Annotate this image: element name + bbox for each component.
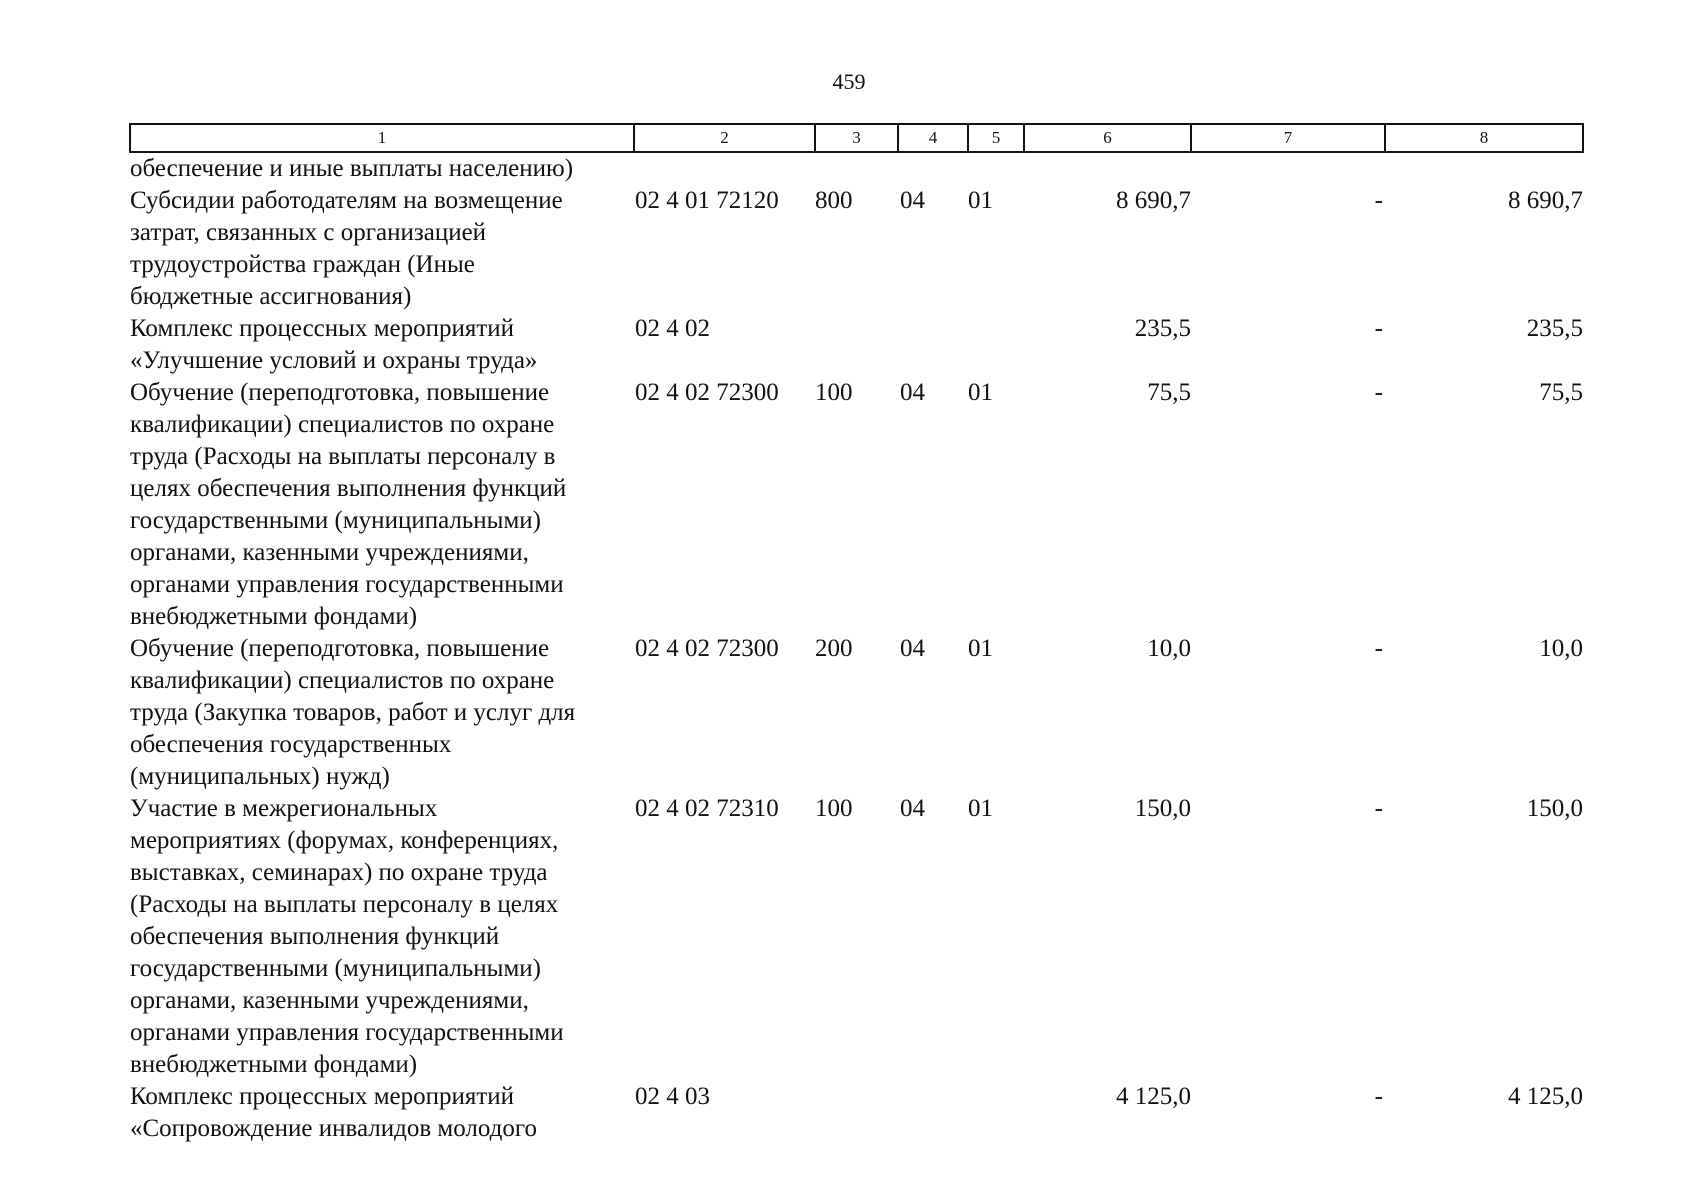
cell-c7: - [1374, 315, 1383, 342]
description-line: целях обеспечения выполнения функций [130, 475, 567, 502]
cell-c7: - [1374, 635, 1383, 662]
row-description [130, 313, 634, 377]
description-line: (муниципальных) нужд) [130, 763, 390, 790]
cell-c5: 01 [968, 635, 993, 662]
cell-c8: 235,5 [1526, 315, 1583, 342]
cell-c6: 8 690,7 [1116, 187, 1191, 214]
description-line: квалификации) специалистов по охране [130, 667, 555, 694]
column-header-7: 7 [1191, 124, 1385, 152]
description-line: «Улучшение условий и охраны труда» [130, 347, 538, 374]
cell-c8 [1385, 152, 1583, 185]
cell-c4: 04 [900, 795, 925, 822]
column-header-1: 1 [130, 124, 634, 152]
description-line: органами, казенными учреждениями, [130, 987, 529, 1014]
cell-c7: - [1374, 795, 1383, 822]
cell-c4: 04 [900, 187, 925, 214]
column-header-2: 2 [634, 124, 815, 152]
cell-c5: 01 [968, 795, 993, 822]
description-line: внебюджетными фондами) [130, 603, 418, 630]
table-row [130, 1081, 1583, 1145]
description-line: государственными (муниципальными) [130, 955, 541, 982]
cell-c6: 235,5 [1134, 315, 1191, 342]
budget-table [129, 123, 1584, 1145]
cell-code [634, 152, 815, 185]
cell-c6: 75,5 [1147, 379, 1191, 406]
cell-c6: 10,0 [1147, 635, 1191, 662]
cell-c5 [968, 152, 1024, 185]
row-description [130, 1081, 634, 1145]
table-row [130, 793, 1583, 1081]
description-line: Обучение (переподготовка, повышение [130, 379, 550, 406]
cell-c8: 8 690,7 [1508, 187, 1583, 214]
row-description [130, 633, 634, 793]
description-line: обеспечения выполнения функций [130, 923, 500, 950]
cell-c3: 100 [815, 795, 853, 822]
column-header-8: 8 [1385, 124, 1583, 152]
column-header-3: 3 [815, 124, 898, 152]
cell-c3: 800 [815, 187, 853, 214]
table-row [130, 313, 1583, 377]
description-line: мероприятиях (форумах, конференциях, [130, 827, 559, 854]
description-line: бюджетные ассигнования) [130, 283, 412, 310]
description-line: квалификации) специалистов по охране [130, 411, 555, 438]
cell-code: 02 4 02 [635, 315, 710, 342]
row-description [130, 377, 634, 633]
cell-c6: 150,0 [1134, 795, 1191, 822]
cell-c5 [968, 313, 1024, 377]
cell-c5 [968, 1081, 1024, 1145]
cell-code: 02 4 01 72120 [635, 187, 779, 214]
description-line: труда (Закупка товаров, работ и услуг для [130, 699, 576, 726]
column-header-5: 5 [968, 124, 1024, 152]
cell-c3 [815, 152, 898, 185]
description-line: органами, казенными учреждениями, [130, 539, 529, 566]
cell-c7: - [1374, 1083, 1383, 1110]
cell-c4 [898, 1081, 968, 1145]
description-line: «Сопровождение инвалидов молодого [130, 1115, 538, 1142]
row-description [130, 185, 634, 313]
table-row [130, 185, 1583, 313]
cell-c5: 01 [968, 379, 993, 406]
row-description [130, 793, 634, 1081]
cell-c3: 200 [815, 635, 853, 662]
cell-c3 [815, 313, 898, 377]
description-line: (Расходы на выплаты персоналу в целях [130, 891, 559, 918]
description-line: внебюджетными фондами) [130, 1051, 418, 1078]
description-line: Участие в межрегиональных [130, 795, 438, 822]
cell-c8: 4 125,0 [1508, 1083, 1583, 1110]
description-line: трудоустройства граждан (Иные [130, 251, 475, 278]
cell-c7 [1191, 152, 1385, 185]
cell-c3: 100 [815, 379, 853, 406]
description-line: Комплекс процессных мероприятий [130, 315, 515, 342]
description-line: Субсидии работодателям на возмещение [130, 187, 563, 214]
column-header-4: 4 [898, 124, 968, 152]
cell-c4 [898, 152, 968, 185]
cell-code: 02 4 02 72300 [635, 379, 779, 406]
cell-c4: 04 [900, 379, 925, 406]
cell-code: 02 4 02 72300 [635, 635, 779, 662]
table-row [130, 152, 1583, 185]
description-line: обеспечения государственных [130, 731, 452, 758]
cell-c6 [1024, 152, 1191, 185]
cell-c8: 10,0 [1539, 635, 1583, 662]
page-number: 459 [832, 69, 866, 94]
description-line: государственными (муниципальными) [130, 507, 541, 534]
table-row [130, 633, 1583, 793]
description-line: Комплекс процессных мероприятий [130, 1083, 515, 1110]
cell-c5: 01 [968, 187, 993, 214]
description-line: органами управления государственными [130, 1019, 564, 1046]
description-line: труда (Расходы на выплаты персоналу в [130, 443, 556, 470]
table-body [130, 152, 1583, 1145]
cell-c4: 04 [900, 635, 925, 662]
cell-c8: 150,0 [1526, 795, 1583, 822]
cell-c7: - [1374, 187, 1383, 214]
cell-c6: 4 125,0 [1116, 1083, 1191, 1110]
row-description [130, 152, 634, 185]
cell-code: 02 4 02 72310 [635, 795, 779, 822]
cell-c7: - [1374, 379, 1383, 406]
description-line: обеспечение и иные выплаты населению) [130, 155, 574, 182]
description-line: затрат, связанных с организацией [130, 219, 487, 246]
description-line: выставках, семинарах) по охране труда [130, 859, 548, 886]
cell-c3 [815, 1081, 898, 1145]
cell-c4 [898, 313, 968, 377]
column-header-6: 6 [1024, 124, 1191, 152]
cell-code: 02 4 03 [635, 1083, 710, 1110]
description-line: органами управления государственными [130, 571, 564, 598]
description-line: Обучение (переподготовка, повышение [130, 635, 550, 662]
table-header [130, 124, 1583, 152]
cell-c8: 75,5 [1539, 379, 1583, 406]
table-row [130, 377, 1583, 633]
